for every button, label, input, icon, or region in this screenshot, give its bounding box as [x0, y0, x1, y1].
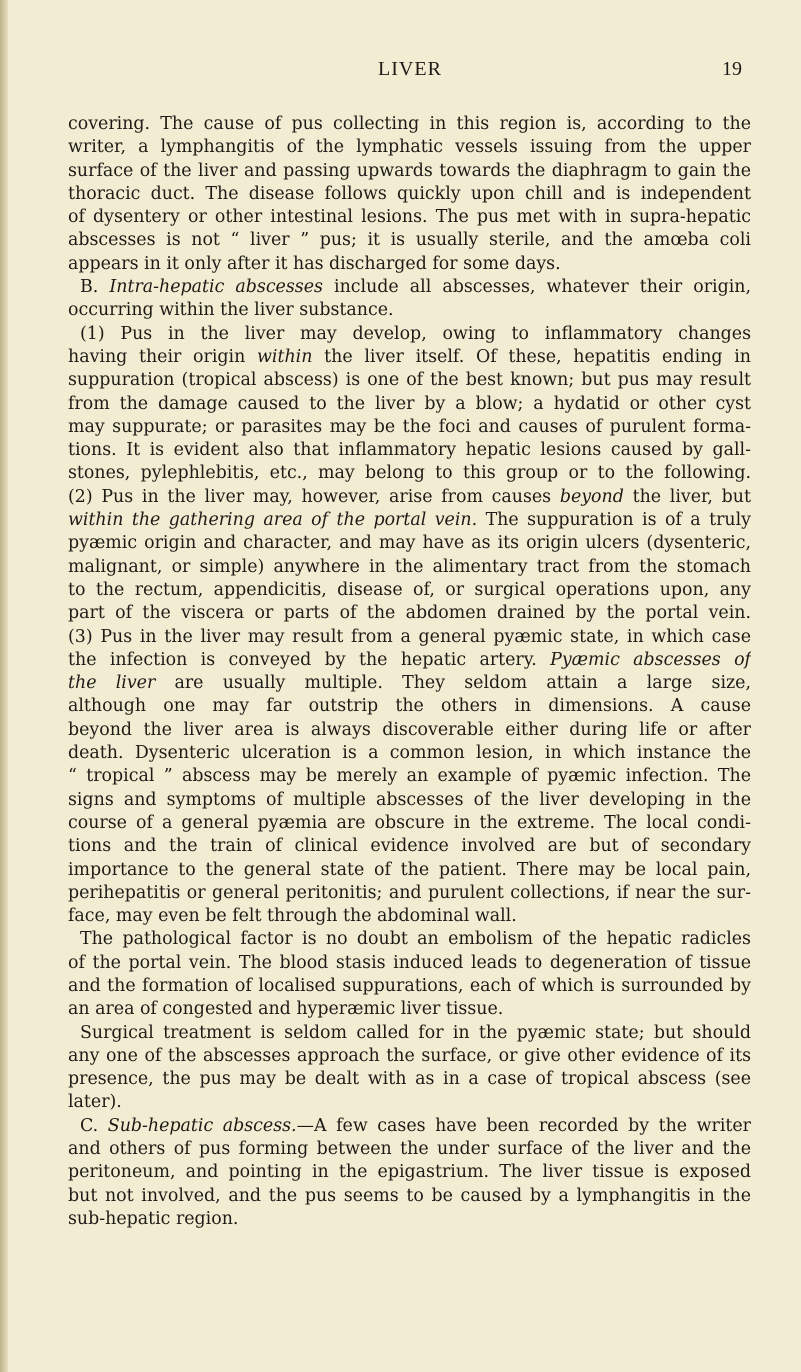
- text-line: [68, 672, 751, 695]
- text-line: [68, 1208, 751, 1231]
- text-span: “ tropical ” abscess may be merely an example of pyæmic infection. The: [68, 766, 751, 787]
- page-number: 19: [722, 58, 742, 80]
- text-line: [68, 626, 751, 649]
- text-line: [68, 1045, 751, 1068]
- text-line: [68, 439, 751, 462]
- text-span: face, may even be felt through the abdominal wall.: [68, 906, 517, 927]
- text-span: (2) Pus in the liver may, however, arise from causes: [68, 486, 560, 507]
- text-line: [68, 859, 751, 882]
- running-head: LIVER: [378, 58, 442, 80]
- text-span: importance to the general state of the patient. There may be local pain,: [68, 859, 751, 880]
- text-line: [68, 952, 751, 975]
- page-edge-shadow: [0, 0, 8, 1372]
- text-span: The pathological factor is no doubt an embolism of the hepatic radicles: [80, 929, 751, 950]
- text-span: include all abscesses, whatever their origin,: [322, 277, 751, 298]
- text-line: [68, 882, 751, 905]
- text-span: of dysentery or other intestinal lesions. The pus met with in supra-hepatic: [68, 207, 751, 228]
- text-span: the liver itself. Of these, hepatitis ending in: [312, 346, 751, 367]
- text-span: course of a general pyæmia are obscure in the extreme. The local condi-: [68, 812, 751, 833]
- text-span: writer, a lymphangitis of the lymphatic vessels issuing from the upper: [68, 137, 751, 158]
- text-span: any one of the abscesses approach the surface, or give other evidence of its: [68, 1045, 751, 1066]
- text-line: [68, 695, 751, 718]
- text-span: beyond the liver area is always discoverable either during life or after: [68, 719, 751, 740]
- text-span: part of the viscera or parts of the abdomen drained by the portal vein.: [68, 603, 751, 624]
- text-line: [68, 486, 751, 509]
- text-span: stones, pylephlebitis, etc., may belong to this group or to the following.: [68, 463, 751, 484]
- text-span: may suppurate; or parasites may be the foci and causes of purulent forma-: [68, 416, 751, 437]
- italic-span: Sub-hepatic abscess.: [107, 1115, 297, 1136]
- text-line: [68, 765, 751, 788]
- text-line: [68, 1091, 751, 1114]
- text-line: [68, 998, 751, 1021]
- text-line: [68, 369, 751, 392]
- text-line: [68, 812, 751, 835]
- text-span: occurring within the liver substance.: [68, 300, 394, 321]
- text-line: [68, 579, 751, 602]
- text-span: the liver, but: [623, 486, 751, 507]
- text-span: abscesses is not “ liver ” pus; it is usually sterile, and the amœba coli: [68, 230, 751, 251]
- text-line: [68, 789, 751, 812]
- text-line: [68, 1115, 751, 1138]
- text-span: malignant, or simple) anywhere in the alimentary tract from the stomach: [68, 556, 751, 577]
- text-span: from the damage caused to the liver by a blow; a hydatid or other cyst: [68, 393, 751, 414]
- text-span: —A few cases have been recorded by the writer: [296, 1115, 751, 1136]
- text-line: [68, 276, 751, 299]
- text-span: surface of the liver and passing upwards towards the diaphragm to gain the: [68, 160, 751, 181]
- text-line: [68, 253, 751, 276]
- text-line: [68, 905, 751, 928]
- text-line: [68, 113, 751, 136]
- text-span: but not involved, and the pus seems to be caused by a lymphangitis in the: [68, 1185, 751, 1206]
- text-line: [68, 719, 751, 742]
- text-span: peritoneum, and pointing in the epigastrium. The liver tissue is exposed: [68, 1162, 751, 1183]
- text-span: suppuration (tropical abscess) is one of the best known; but pus may result: [68, 370, 751, 391]
- text-span: the infection is conveyed by the hepatic artery.: [68, 649, 551, 670]
- text-line: [68, 229, 751, 252]
- text-line: [68, 835, 751, 858]
- text-span: and others of pus forming between the under surface of the liver and the: [68, 1139, 751, 1160]
- text-span: (1) Pus in the liver may develop, owing to inflammatory changes: [80, 323, 751, 344]
- text-span: covering. The cause of pus collecting in this region is, according to the: [68, 114, 751, 134]
- text-span: to the rectum, appendicitis, disease of, or surgical operations upon, any: [68, 579, 751, 600]
- text-line: [68, 206, 751, 229]
- italic-span: within: [257, 346, 313, 367]
- text-span: sub-hepatic region.: [68, 1208, 239, 1229]
- text-span: C.: [80, 1115, 108, 1136]
- text-line: [68, 1022, 751, 1045]
- text-span: thoracic duct. The disease follows quickly upon chill and is independent: [68, 183, 751, 204]
- text-line: [68, 532, 751, 555]
- italic-span: Pyæmic abscesses of: [550, 649, 751, 670]
- page-header: [70, 58, 750, 84]
- text-line: [68, 462, 751, 485]
- text-span: perihepatitis or general peritonitis; and purulent collections, if near the sur-: [68, 882, 751, 903]
- text-line: [68, 299, 751, 322]
- text-span: death. Dysenteric ulceration is a common lesion, in which instance the: [68, 743, 751, 764]
- text-line: [68, 346, 751, 369]
- text-span: (3) Pus in the liver may result from a general pyæmic state, in which case: [68, 626, 751, 647]
- text-line: [68, 1185, 751, 1208]
- text-line: [68, 742, 751, 765]
- italic-span: beyond: [559, 486, 624, 507]
- text-line: [68, 183, 751, 206]
- text-line: [68, 416, 751, 439]
- text-line: [68, 160, 751, 183]
- text-span: appears in it only after it has discharged for some days.: [68, 253, 561, 274]
- italic-span: Intra-hepatic abscesses: [109, 277, 323, 298]
- text-span: The suppuration is of a truly: [477, 510, 751, 531]
- text-span: pyæmic origin and character, and may have as its origin ulcers (dysenteric,: [68, 533, 751, 554]
- text-span: of the portal vein. The blood stasis induced leads to degeneration of tissue: [68, 952, 751, 973]
- text-line: [68, 393, 751, 416]
- text-span: are usually multiple. They seldom attain a large size,: [155, 673, 751, 694]
- text-span: tions. It is evident also that inflammatory hepatic lesions caused by gall-: [68, 440, 751, 461]
- text-line: [68, 1068, 751, 1091]
- italic-span: within the gathering area of the portal vein.: [68, 510, 478, 531]
- text-line: [68, 649, 751, 672]
- text-span: an area of congested and hyperæmic liver tissue.: [68, 999, 504, 1020]
- text-span: tions and the train of clinical evidence involved are but of secondary: [68, 836, 751, 857]
- text-span: signs and symptoms of multiple abscesses of the liver developing in the: [68, 789, 751, 810]
- text-span: B.: [80, 277, 110, 298]
- text-line: [68, 975, 751, 998]
- text-line: [68, 1161, 751, 1184]
- text-line: [68, 136, 751, 159]
- text-span: although one may far outstrip the others in dimensions. A cause: [68, 696, 751, 717]
- text-span: presence, the pus may be dealt with as in a case of tropical abscess (see: [68, 1069, 751, 1090]
- text-span: having their origin: [68, 346, 258, 367]
- text-span: Surgical treatment is seldom called for in the pyæmic state; but should: [80, 1022, 751, 1043]
- text-line: [68, 323, 751, 346]
- text-line: [68, 1138, 751, 1161]
- italic-span: the liver: [68, 673, 156, 694]
- text-line: [68, 556, 751, 579]
- text-line: [68, 928, 751, 951]
- text-span: and the formation of localised suppurations, each of which is surrounded by: [68, 975, 751, 996]
- text-line: [68, 509, 751, 532]
- text-span: later).: [68, 1092, 122, 1113]
- body-text: [68, 113, 751, 1231]
- text-line: [68, 602, 751, 625]
